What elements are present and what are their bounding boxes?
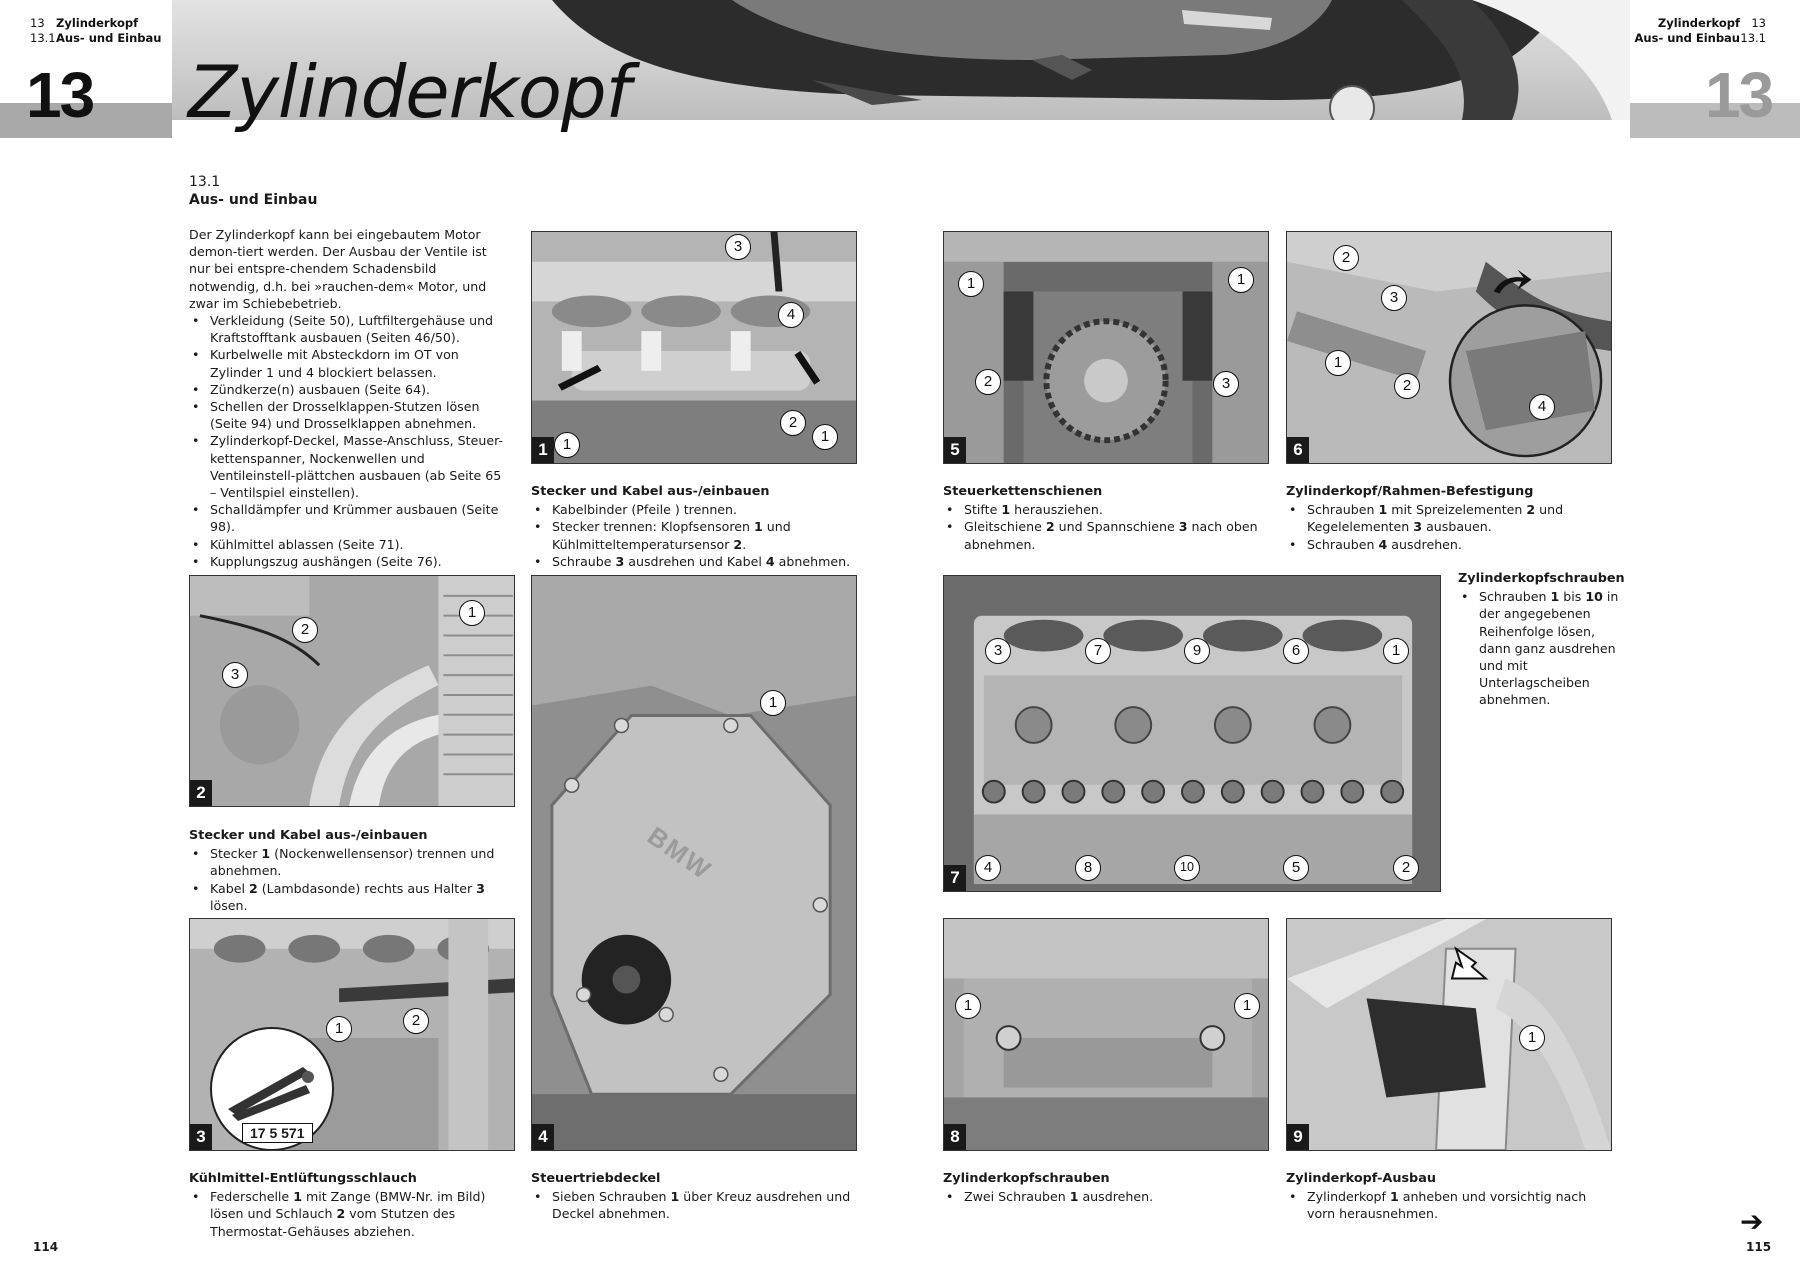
callout-marker: 4 [1529, 394, 1555, 420]
tool-number-label: 17 5 571 [242, 1123, 313, 1143]
intro-steps [189, 312, 507, 570]
caption-figure-6 [1286, 483, 1616, 553]
caption-title: Zylinderkopf-Ausbau [1286, 1171, 1436, 1186]
figure-number: 6 [1287, 437, 1309, 463]
bmw-engraving: BMW [642, 820, 718, 886]
callout-marker: 5 [1283, 855, 1309, 881]
intro-text [189, 226, 507, 570]
figure-3-photo [189, 918, 515, 1151]
callout-marker: 10 [1174, 855, 1200, 881]
figure-9-photo [1286, 918, 1612, 1151]
list-item: • Kühlmittel ablassen (Seite 71). [189, 536, 507, 553]
list-item: • Schalldämpfer und Krümmer ausbauen (Seite 98). [189, 501, 507, 535]
callout-marker: 9 [1184, 638, 1210, 664]
callout-marker: 2 [403, 1008, 429, 1034]
callout-marker: 3 [1213, 371, 1239, 397]
list-item: • Kurbelwelle mit Absteckdorn im OT von Zylinder 1 und 4 blockiert belassen. [189, 346, 507, 380]
list-item: • Federschelle 1 mit Zange (BMW-Nr. im Bild) lösen und Schlauch 2 vom Stutzen des Thermostat-Gehäuses abziehen. [189, 1188, 519, 1240]
callout-marker: 1 [1234, 993, 1260, 1019]
callout-marker: 2 [292, 617, 318, 643]
callout-marker: 4 [778, 302, 804, 328]
running-header-right: Zylinderkopf 13 Aus- und Einbau13.1 [1634, 16, 1766, 45]
caption-steps [943, 1188, 1273, 1205]
list-item: • Gleitschiene 2 und Spannschiene 3 nach oben abnehmen. [943, 518, 1273, 552]
figure-number: 9 [1287, 1124, 1309, 1150]
caption-figure-3 [189, 1170, 519, 1240]
list-item: • Zündkerze(n) ausbauen (Seite 64). [189, 381, 507, 398]
list-item: • Schellen der Drosselklappen-Stutzen lösen (Seite 94) und Drosselklappen abnehmen. [189, 398, 507, 432]
list-item: • Schrauben 1 bis 10 in der angegebenen Reihenfolge lösen, dann ganz ausdrehen und mit Unterlagscheiben abnehmen. [1458, 588, 1628, 708]
list-item: • Kabelbinder (Pfeile ) trennen. [531, 501, 861, 518]
callout-marker: 1 [955, 993, 981, 1019]
callout-marker: 8 [1075, 855, 1101, 881]
figure-number: 7 [944, 865, 966, 891]
caption-title: Stecker und Kabel aus-/einbauen [189, 828, 428, 843]
callout-marker: 1 [326, 1016, 352, 1042]
section-number: 13.1 [189, 174, 221, 190]
caption-steps [531, 501, 861, 570]
caption-figure-9 [1286, 1170, 1616, 1223]
list-item: • Kupplungszug aushängen (Seite 76). [189, 553, 507, 570]
caption-title: Zylinderkopfschrauben [943, 1171, 1110, 1186]
callout-marker: 1 [958, 271, 984, 297]
chapter-number-left: 13 [26, 59, 94, 131]
caption-title: Steuerkettenschienen [943, 484, 1103, 499]
list-item: • Schrauben 4 ausdrehen. [1286, 536, 1616, 553]
callout-marker: 2 [975, 369, 1001, 395]
next-page-arrow-icon: ➔ [1740, 1205, 1764, 1238]
caption-figure-8 [943, 1170, 1273, 1205]
callout-marker: 3 [222, 662, 248, 688]
caption-steps [1286, 501, 1616, 553]
callout-marker: 7 [1085, 638, 1111, 664]
caption-steps [1458, 588, 1628, 708]
running-header-left: 13 Zylinderkopf 13.1Aus- und Einbau [30, 16, 162, 45]
list-item: • Zwei Schrauben 1 ausdrehen. [943, 1188, 1273, 1205]
figure-5-photo [943, 231, 1269, 464]
caption-title: Stecker und Kabel aus-/einbauen [531, 484, 770, 499]
caption-figure-4 [531, 1170, 861, 1223]
chapter-number-right: 13 [1705, 59, 1773, 131]
figure-number: 5 [944, 437, 966, 463]
caption-title: Kühlmittel-Entlüftungsschlauch [189, 1171, 417, 1186]
list-item: • Sieben Schrauben 1 über Kreuz ausdrehen und Deckel abnehmen. [531, 1188, 861, 1222]
caption-title: Zylinderkopf/Rahmen-Befestigung [1286, 484, 1534, 499]
callout-marker: 6 [1283, 638, 1309, 664]
callout-marker: 3 [985, 638, 1011, 664]
list-item: • Schrauben 1 mit Spreizelementen 2 und Kegelelementen 3 ausbauen. [1286, 501, 1616, 535]
chapter-title: Zylinderkopf [188, 50, 630, 134]
callout-marker: 1 [1325, 350, 1351, 376]
callout-marker: 1 [554, 432, 580, 458]
callout-marker: 3 [1381, 285, 1407, 311]
list-item: • Stecker trennen: Klopfsensoren 1 und Kühlmitteltemperatursensor 2. [531, 518, 861, 552]
list-item: • Verkleidung (Seite 50), Luftfiltergehäuse und Kraftstofftank ausbauen (Seiten 46/50). [189, 312, 507, 346]
callout-marker: 1 [1383, 638, 1409, 664]
figure-number: 3 [190, 1124, 212, 1150]
callout-marker: 2 [1393, 855, 1419, 881]
figure-4-photo [531, 575, 857, 1151]
figure-number: 8 [944, 1124, 966, 1150]
figure-number: 4 [532, 1124, 554, 1150]
caption-steps [189, 845, 517, 914]
intro-paragraph: Der Zylinderkopf kann bei eingebautem Motor demon-tiert werden. Der Ausbau der Ventile ist nur bei entspre-chendem Schadensbild notwendig, d.h. bei »rauchen-dem« Motor, und zwar im Schiebebetrieb. [189, 227, 487, 311]
figure-6-photo [1286, 231, 1612, 464]
callout-marker: 1 [459, 600, 485, 626]
caption-steps [1286, 1188, 1616, 1222]
figure-7-photo [943, 575, 1441, 892]
caption-figure-2 [189, 827, 517, 914]
callout-marker: 2 [1333, 245, 1359, 271]
callout-marker: 3 [725, 234, 751, 260]
caption-title: Zylinderkopfschrauben [1458, 571, 1625, 586]
callout-marker: 1 [760, 690, 786, 716]
figure-8-photo [943, 918, 1269, 1151]
figure-number: 1 [532, 437, 554, 463]
callout-marker: 1 [1228, 267, 1254, 293]
caption-figure-7 [1458, 570, 1628, 709]
caption-steps [531, 1188, 861, 1222]
list-item: • Schraube 3 ausdrehen und Kabel 4 abnehmen. [531, 553, 861, 570]
callout-marker: 2 [1394, 373, 1420, 399]
callout-marker: 2 [780, 410, 806, 436]
list-item: • Zylinderkopf 1 anheben und vorsichtig nach vorn herausnehmen. [1286, 1188, 1616, 1222]
callout-marker: 4 [975, 855, 1001, 881]
caption-steps [943, 501, 1273, 553]
caption-title: Steuertriebdeckel [531, 1171, 661, 1186]
callout-marker: 1 [1519, 1025, 1545, 1051]
callout-marker: 1 [812, 424, 838, 450]
caption-steps [189, 1188, 519, 1240]
list-item: • Stecker 1 (Nockenwellensensor) trennen und abnehmen. [189, 845, 517, 879]
list-item: • Zylinderkopf-Deckel, Masse-Anschluss, Steuer-kettenspanner, Nockenwellen und Ventileinstell-plättchen ausbauen (ab Seite 65 – Ventilspiel einstellen). [189, 432, 507, 501]
caption-figure-1 [531, 483, 861, 570]
page-number-right: 115 [1746, 1240, 1772, 1254]
figure-number: 2 [190, 780, 212, 806]
chapter-header [0, 0, 1800, 140]
figure-2-photo [189, 575, 515, 807]
list-item: • Stifte 1 herausziehen. [943, 501, 1273, 518]
section-title: Aus- und Einbau [189, 192, 318, 208]
page-number-left: 114 [33, 1240, 59, 1254]
list-item: • Kabel 2 (Lambdasonde) rechts aus Halter 3 lösen. [189, 880, 517, 914]
caption-figure-5 [943, 483, 1273, 553]
figure-1-photo [531, 231, 857, 464]
